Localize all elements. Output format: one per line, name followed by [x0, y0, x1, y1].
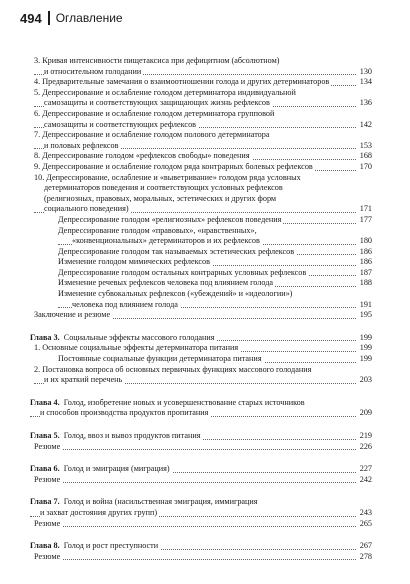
- toc-entry-text: и захват достояния других групп): [40, 507, 158, 517]
- toc-entry-text: (религиозных, правовых, моральных, эстетических и других форм: [44, 193, 277, 203]
- toc-entry[interactable]: [58, 354, 372, 365]
- dot-leader: [34, 482, 356, 483]
- toc-entry[interactable]: [34, 173, 372, 215]
- toc-page-number: 227: [359, 464, 372, 474]
- toc-entry-text: Депрессирование голодом так называемых эстетических рефлексов: [58, 246, 295, 256]
- toc-entry-text: 2. Постановка вопроса об основных первичных функциях массового голодания: [34, 364, 312, 374]
- toc-entry-text: социального поведения): [44, 204, 129, 214]
- chapter-heading[interactable]: [30, 333, 372, 344]
- toc-entry[interactable]: [34, 88, 372, 109]
- toc-entry-text: самозащиты и соответствующих защищающих жизнь рефлексов: [44, 98, 270, 108]
- toc-page-number: 186: [359, 257, 372, 267]
- toc-entry[interactable]: [34, 442, 372, 453]
- toc-page-number: 136: [359, 98, 372, 108]
- toc-entry-text: 8. Депрессирование голодом «рефлексов свободы» поведения: [34, 151, 250, 161]
- toc-entry[interactable]: [34, 109, 372, 130]
- toc-entry[interactable]: [34, 310, 372, 321]
- toc-page-number: 243: [359, 507, 372, 517]
- toc-entry-text: 10. Депрессирование, ослабление и «выветривание» голодом ряда условных: [34, 172, 301, 182]
- toc-page-number: 142: [359, 119, 372, 129]
- chapter-label: Глава 8.: [30, 541, 62, 551]
- toc-entry[interactable]: [58, 247, 372, 258]
- chapter-label: Глава 5.: [30, 431, 62, 440]
- toc-entry-text: Депрессирование голодом остальных контрарных условных рефлексов: [58, 267, 307, 277]
- toc-page-number: 134: [359, 77, 372, 87]
- toc-entry[interactable]: [34, 343, 372, 354]
- toc-entry[interactable]: [58, 289, 372, 310]
- toc-entry-text: Постоянные социальные функции детерминатора питания: [58, 354, 262, 364]
- toc-page-number: 191: [359, 299, 372, 309]
- toc-entry[interactable]: [34, 519, 372, 530]
- page-number: 494: [20, 10, 42, 26]
- toc-page-number: 177: [359, 214, 372, 224]
- toc-page-number: 219: [359, 431, 372, 440]
- toc-page-number: 278: [359, 551, 372, 561]
- toc-entry-text: «конвенциональных» детерминаторов и их рефлексов: [72, 236, 260, 246]
- chapter-label: Глава 4.: [30, 397, 62, 407]
- chapter-heading[interactable]: [30, 398, 372, 419]
- toc-entry-text: Резюме: [34, 518, 61, 528]
- chapter-label: Глава 7.: [30, 497, 62, 507]
- dot-leader: [34, 559, 356, 560]
- toc-page-number: 242: [359, 474, 372, 484]
- toc-entry[interactable]: [58, 257, 372, 268]
- toc-page-number: 171: [359, 204, 372, 214]
- toc-entry-text: человека под влиянием голода: [72, 299, 178, 309]
- toc-entry[interactable]: [58, 278, 372, 289]
- toc-entry[interactable]: [34, 475, 372, 486]
- page-header: [20, 8, 123, 28]
- toc-entry-text: Изменение речевых рефлексов человека под влиянием голода: [58, 278, 274, 288]
- toc-entry-text: 3. Кривая интенсивности пищетаксиса при дефицитном (абсолютном): [34, 56, 280, 65]
- toc-entry-text: 1. Основные социальные эффекты детерминатора питания: [34, 343, 239, 353]
- toc-entry-text: Резюме: [34, 551, 61, 561]
- toc-page-number: 267: [359, 541, 372, 551]
- chapter-block: [30, 497, 372, 529]
- toc-page-number: 170: [359, 161, 372, 171]
- toc-page-number: 199: [359, 343, 372, 353]
- toc-entry-text: самозащиты и соответствующих рефлексов: [44, 119, 197, 129]
- toc-page-number: 226: [359, 441, 372, 451]
- toc-entry-text: Голод и рост преступности: [63, 541, 159, 551]
- chapter-heading[interactable]: [30, 464, 372, 475]
- toc-entry-text: и относительном голодании: [44, 66, 142, 76]
- toc-entry-text: и способов производства продуктов пропитания: [40, 408, 209, 418]
- header-title: Оглавление: [55, 11, 123, 25]
- toc-entry[interactable]: [34, 162, 372, 173]
- chapter-block: [30, 398, 372, 419]
- toc-page-number: 187: [359, 267, 372, 277]
- toc-entry-text: Голод и война (насильственная эмиграция, иммиграция: [63, 497, 258, 507]
- table-of-contents: [30, 56, 372, 562]
- toc-entry-text: Заключение и резюме: [34, 310, 111, 320]
- toc-entry-text: и половых рефлексов: [44, 140, 119, 150]
- toc-entry-text: Социальные эффекты массового голодания: [63, 332, 215, 342]
- header-separator: [48, 11, 50, 25]
- toc-entry-text: детерминаторов поведения и соответствующих условных рефлексов: [44, 183, 283, 193]
- toc-entry[interactable]: [58, 268, 372, 279]
- chapter-heading[interactable]: [30, 431, 372, 442]
- toc-page-number: 130: [359, 66, 372, 76]
- dot-leader: [34, 526, 356, 527]
- toc-page-number: 265: [359, 518, 372, 528]
- toc-entry-text: Резюме: [34, 474, 61, 484]
- toc-entry[interactable]: [58, 215, 372, 226]
- toc-page-number: 209: [359, 408, 372, 418]
- toc-entry-text: Изменение голодом мимических рефлексов: [58, 257, 210, 267]
- chapter-block: [30, 541, 372, 562]
- chapter-block: [30, 431, 372, 452]
- toc-entry[interactable]: [34, 130, 372, 151]
- toc-entry-text: Депрессирование голодом «религиозных» рефлексов поведения: [58, 214, 282, 224]
- toc-entry-text: Депрессирование голодом «правовых», «нравственных»,: [58, 225, 257, 235]
- toc-entry[interactable]: [34, 56, 372, 77]
- toc-entry-text: 4. Предварительные замечания о взаимоотношении голода и других детерминаторов: [34, 77, 330, 87]
- toc-page-number: 199: [359, 332, 372, 342]
- chapter-block: [30, 333, 372, 386]
- toc-page-number: 168: [359, 151, 372, 161]
- toc-page-number: 195: [359, 310, 372, 320]
- dot-leader: [34, 449, 356, 450]
- toc-entry-text: Голод, ввоз и вывоз продуктов питания: [63, 431, 201, 440]
- toc-entry[interactable]: [34, 151, 372, 162]
- chapter-label: Глава 6.: [30, 464, 62, 474]
- toc-page-number: 153: [359, 140, 372, 150]
- toc-entry-text: и их краткий перечень: [44, 375, 123, 385]
- chapter-heading[interactable]: [30, 497, 372, 518]
- toc-page-number: 199: [359, 354, 372, 364]
- chapter-block: [30, 464, 372, 485]
- toc-page-number: 180: [359, 236, 372, 246]
- toc-entry[interactable]: [34, 552, 372, 563]
- chapter-heading[interactable]: [30, 541, 372, 552]
- toc-entry-text: 9. Депрессирование и ослабление голодом ряда контрарных болевых рефлексов: [34, 161, 313, 171]
- toc-entry[interactable]: [34, 365, 372, 386]
- toc-entry-text: Голод, изобретение новых и усовершенствование старых источников: [63, 397, 305, 407]
- toc-entry-text: Резюме: [34, 441, 61, 451]
- toc-entry-text: Изменение субвокальных рефлексов («убеждений» и «идеологии»): [58, 289, 293, 299]
- toc-page-number: 203: [359, 375, 372, 385]
- toc-entry-text: Голод и эмиграция (миграция): [63, 464, 170, 474]
- toc-entry[interactable]: [58, 226, 372, 247]
- toc-entry-text: 5. Депрессирование и ослабление голодом детерминатора индивидуальной: [34, 87, 296, 97]
- toc-page-number: 188: [359, 278, 372, 288]
- toc-entry-text: 7. Депрессирование и ослабление голодом полового детерминатора: [34, 130, 270, 140]
- toc-entry-text: 6. Депрессирование и ослабление голодом детерминатора групповой: [34, 108, 275, 118]
- toc-entry[interactable]: [34, 77, 372, 88]
- chapter-label: Глава 3.: [30, 332, 62, 342]
- toc-page-number: 186: [359, 246, 372, 256]
